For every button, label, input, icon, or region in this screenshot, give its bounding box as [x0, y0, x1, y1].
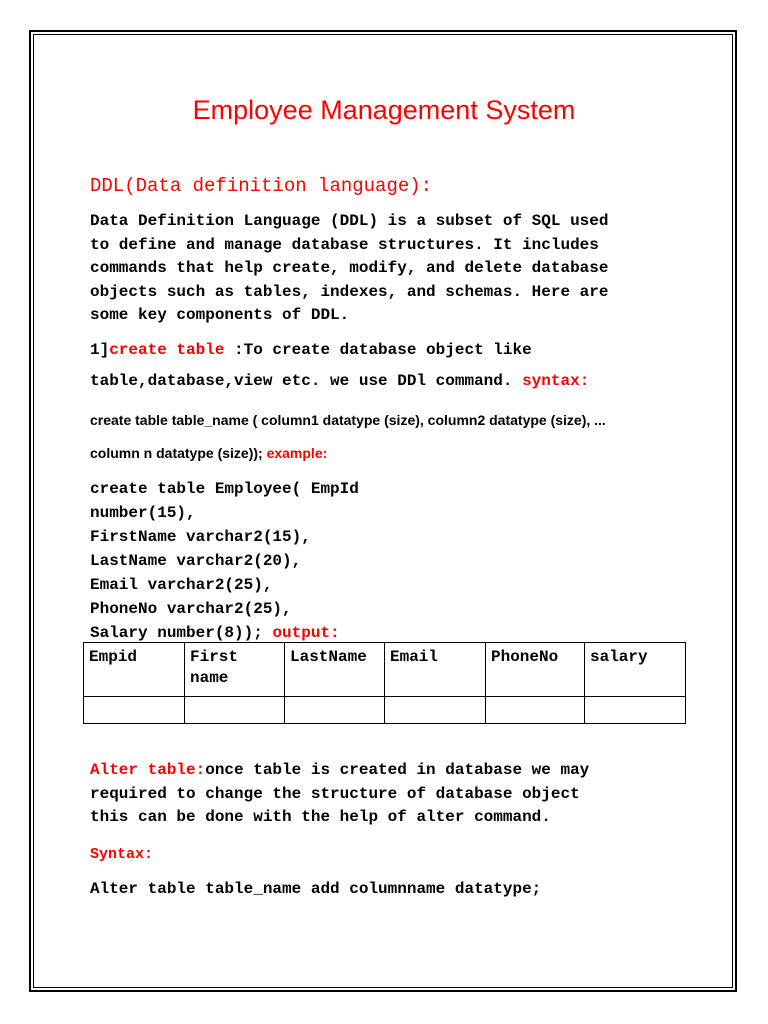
syntax-label: syntax: [522, 372, 590, 390]
table-header-cell: salary [585, 643, 686, 697]
code-line: FirstName varchar2(15), [90, 528, 311, 546]
create-table-keyword: create table [109, 341, 225, 359]
output-table [83, 642, 686, 724]
document-title: Employee Management System [192, 95, 576, 125]
intro-line: commands that help create, modify, and delete database [90, 259, 609, 277]
table-cell [185, 697, 285, 724]
create-table-line-2 [90, 370, 589, 394]
table-cell [486, 697, 585, 724]
intro-paragraph [90, 210, 608, 328]
table-header-row [84, 643, 686, 697]
create-table-desc-2: table,database,view etc. we use DDl command. [90, 372, 513, 390]
code-line: Email varchar2(25), [90, 576, 273, 594]
header-first: First name [190, 648, 239, 687]
table-header-cell [185, 643, 285, 697]
intro-line: Data Definition Language (DDL) is a subset of SQL used [90, 212, 609, 230]
ddl-heading: DDL(Data definition language): [90, 175, 433, 197]
alter-text-1: once table is created in database we may [205, 761, 590, 779]
example-code [90, 477, 359, 645]
syntax-text-2: column n datatype (size)); [90, 445, 263, 461]
table-cell [385, 697, 486, 724]
table-cell [285, 697, 385, 724]
code-line: number(15), [90, 504, 196, 522]
code-line: LastName varchar2(20), [90, 552, 302, 570]
code-line: create table Employee( EmpId [90, 480, 359, 498]
create-table-desc: :To create database object like [224, 341, 532, 359]
table-header-cell: Empid [84, 643, 185, 697]
output-label: output: [272, 624, 340, 642]
code-last: Salary number(8)); [90, 624, 263, 642]
alter-paragraph [90, 759, 589, 830]
alter-keyword: Alter table: [90, 761, 206, 779]
table-header-cell: LastName [285, 643, 385, 697]
table-row [84, 697, 686, 724]
alter-syntax-text: Alter table table_name add columnname datatype; [90, 880, 542, 898]
intro-line: some key components of DDL. [90, 306, 350, 324]
table-header-cell: Email [385, 643, 486, 697]
alter-line-2: required to change the structure of database object [90, 784, 580, 803]
syntax-line-1: create table table_name ( column1 datatype (size), column2 datatype (size), ... [90, 412, 606, 428]
create-prefix: 1] [90, 341, 110, 359]
intro-line: objects such as tables, indexes, and schemas. Here are [90, 282, 609, 301]
table-cell [84, 697, 185, 724]
table-header-cell: PhoneNo [486, 643, 585, 697]
example-label: example: [266, 445, 328, 461]
syntax-line-2 [90, 445, 327, 461]
table-cell [585, 697, 686, 724]
create-table-line [90, 339, 532, 363]
alter-syntax-label: Syntax: [90, 846, 154, 863]
alter-line-3: this can be done with the help of alter command. [90, 808, 551, 826]
intro-line: to define and manage database structures. It includes [90, 235, 599, 254]
alter-line-1 [90, 759, 589, 783]
code-line: PhoneNo varchar2(25), [90, 600, 292, 618]
